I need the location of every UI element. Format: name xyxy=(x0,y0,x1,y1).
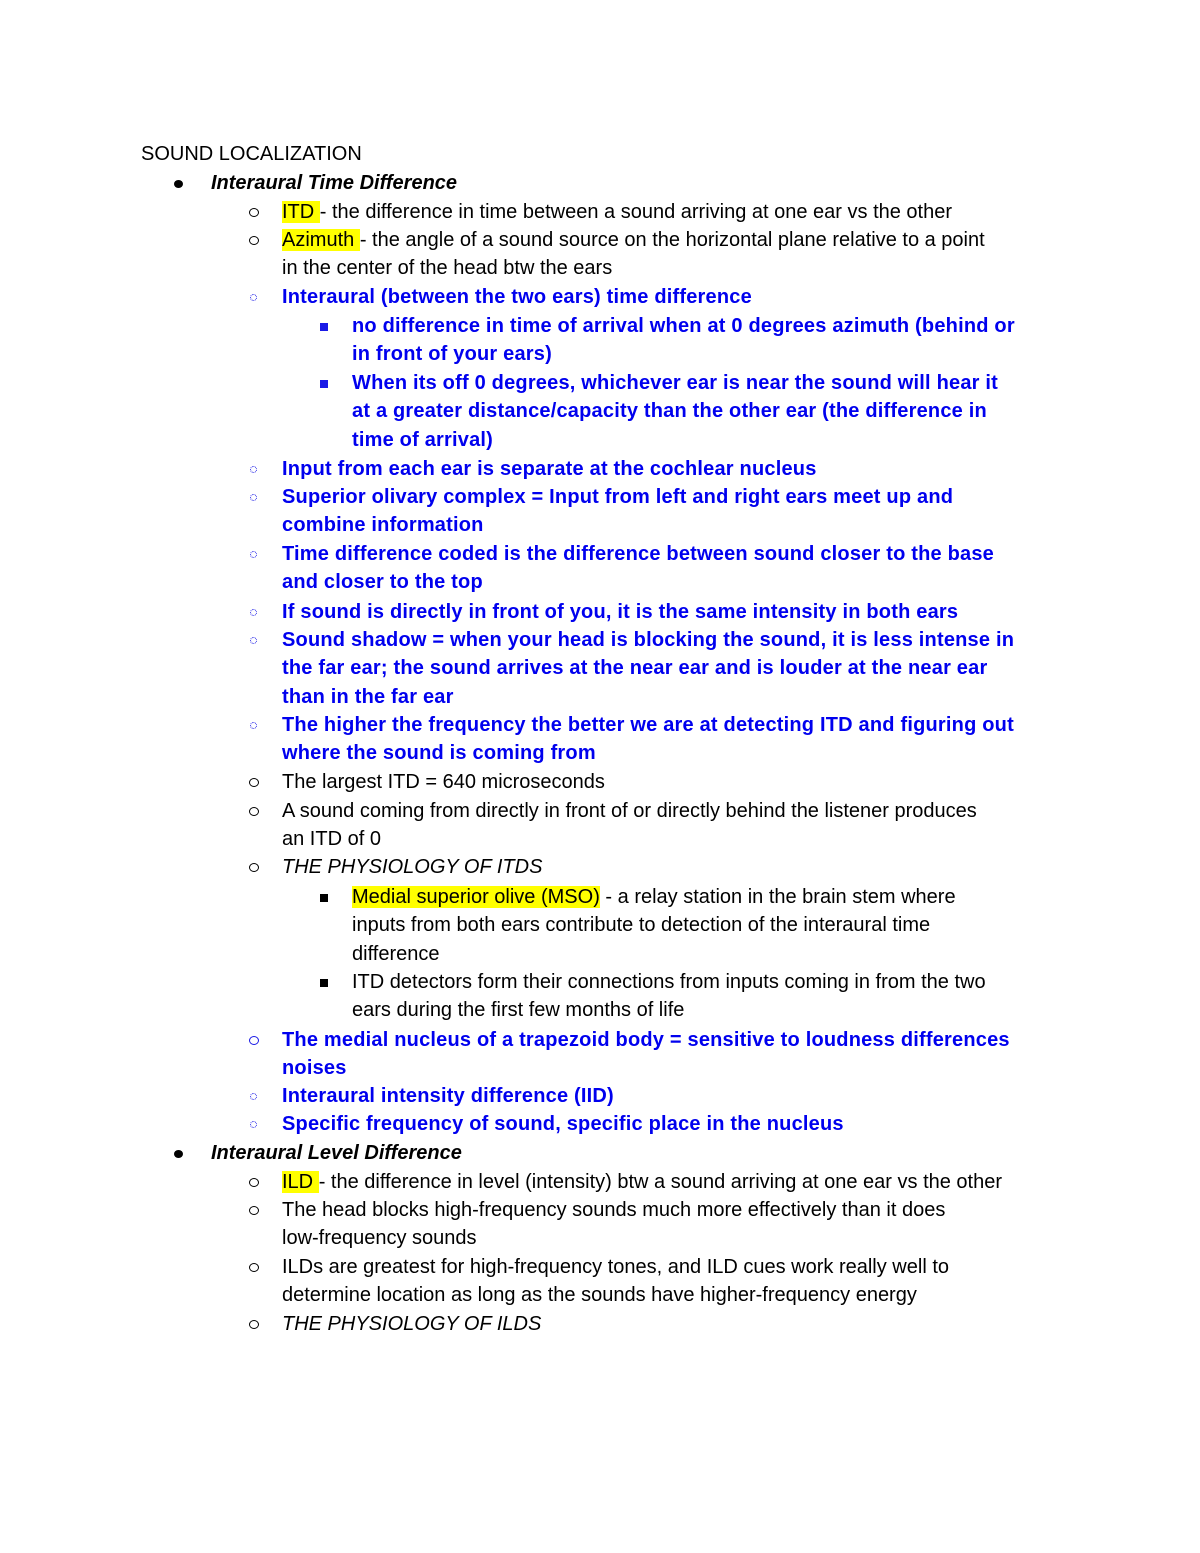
bullet-circle-icon xyxy=(249,208,259,217)
list-item-blue: Interaural intensity difference (IID) xyxy=(282,1082,1072,1110)
list-item-ild-definition: ILD - the difference in level (intensity) btw a sound arriving at one ear vs the other xyxy=(282,1168,1072,1196)
list-item-largest-itd: The largest ITD = 640 microseconds xyxy=(282,768,1072,796)
bullet-hollow-icon xyxy=(250,609,257,616)
bullet-circle-icon xyxy=(249,1178,259,1187)
highlighted-term: Medial superior olive (MSO) xyxy=(352,886,600,908)
bullet-hollow-icon xyxy=(250,294,257,301)
list-item-blue: Sound shadow = when your head is blocking the sound, it is less intense in the far ear; the sound arrives at the near ear and is louder at the near ear than in the far ear xyxy=(282,626,1072,711)
highlighted-term: Azimuth xyxy=(282,229,360,251)
list-item-azimuth: Azimuth - the angle of a sound source on the horizontal plane relative to a point in the center of the head btw the ears xyxy=(282,226,1072,283)
list-item-ild-heading: Interaural Level Difference xyxy=(211,1139,1111,1167)
list-item-blue: Specific frequency of sound, specific place in the nucleus xyxy=(282,1110,1072,1138)
bullet-hollow-icon xyxy=(250,466,257,473)
bullet-hollow-icon xyxy=(250,551,257,558)
list-item-ilds-greatest: ILDs are greatest for high-frequency tones, and ILD cues work really well to determine location as long as the sounds have higher-frequency energy xyxy=(282,1253,1072,1310)
list-item-blue: The medial nucleus of a trapezoid body = sensitive to loudness differences noises xyxy=(282,1026,1072,1083)
bullet-square-icon xyxy=(320,323,328,331)
bullet-circle-icon xyxy=(249,1320,259,1329)
list-item-blue: Time difference coded is the difference between sound closer to the base and closer to the top xyxy=(282,540,1072,597)
list-item-blue-sub: no difference in time of arrival when at 0 degrees azimuth (behind or in front of your ears) xyxy=(352,312,1072,369)
bullet-square-icon xyxy=(320,979,328,987)
bullet-hollow-icon xyxy=(250,1121,257,1128)
bullet-dot-icon xyxy=(174,180,183,188)
list-item-blue: If sound is directly in front of you, it is the same intensity in both ears xyxy=(282,598,1072,626)
list-item-blue: Input from each ear is separate at the cochlear nucleus xyxy=(282,455,1072,483)
list-item-itd-heading: Interaural Time Difference xyxy=(211,169,1111,197)
list-item-blue: Interaural (between the two ears) time difference xyxy=(282,283,1072,311)
bullet-hollow-icon xyxy=(250,1093,257,1100)
bullet-circle-icon xyxy=(249,236,259,245)
highlighted-term: ILD xyxy=(282,1171,319,1193)
bullet-hollow-icon xyxy=(250,494,257,501)
list-item-blue-sub: When its off 0 degrees, whichever ear is near the sound will hear it at a greater distance/capacity than the other ear (the difference in time of arrival) xyxy=(352,369,1072,454)
bullet-hollow-icon xyxy=(250,722,257,729)
list-item-head-blocks: The head blocks high-frequency sounds much more effectively than it does low-frequency sounds xyxy=(282,1196,1072,1253)
bullet-circle-icon xyxy=(249,1206,259,1215)
bullet-dot-icon xyxy=(174,1150,183,1158)
bullet-circle-icon xyxy=(249,1036,259,1045)
list-item-physiology-ilds: THE PHYSIOLOGY OF ILDS xyxy=(282,1310,1072,1338)
bullet-circle-icon xyxy=(249,778,259,787)
list-item-front-behind: A sound coming from directly in front of or directly behind the listener produces an ITD of 0 xyxy=(282,797,1072,854)
bullet-circle-icon xyxy=(249,1263,259,1272)
list-item-itd-definition: ITD - the difference in time between a sound arriving at one ear vs the other xyxy=(282,198,1072,226)
bullet-square-icon xyxy=(320,894,328,902)
highlighted-term: ITD xyxy=(282,201,320,223)
bullet-circle-icon xyxy=(249,863,259,872)
bullet-circle-icon xyxy=(249,807,259,816)
list-item-blue: The higher the frequency the better we are at detecting ITD and figuring out where the sound is coming from xyxy=(282,711,1072,768)
list-item-mso: Medial superior olive (MSO) - a relay station in the brain stem where inputs from both ears contribute to detection of the interaural time difference xyxy=(352,883,1072,968)
list-item-physiology-itds: THE PHYSIOLOGY OF ITDS xyxy=(282,853,1072,881)
list-item-itd-detectors: ITD detectors form their connections from inputs coming in from the two ears during the first few months of life xyxy=(352,968,1072,1025)
document-title: SOUND LOCALIZATION xyxy=(141,143,362,165)
bullet-square-icon xyxy=(320,380,328,388)
bullet-hollow-icon xyxy=(250,637,257,644)
list-item-blue: Superior olivary complex = Input from left and right ears meet up and combine information xyxy=(282,483,1072,540)
